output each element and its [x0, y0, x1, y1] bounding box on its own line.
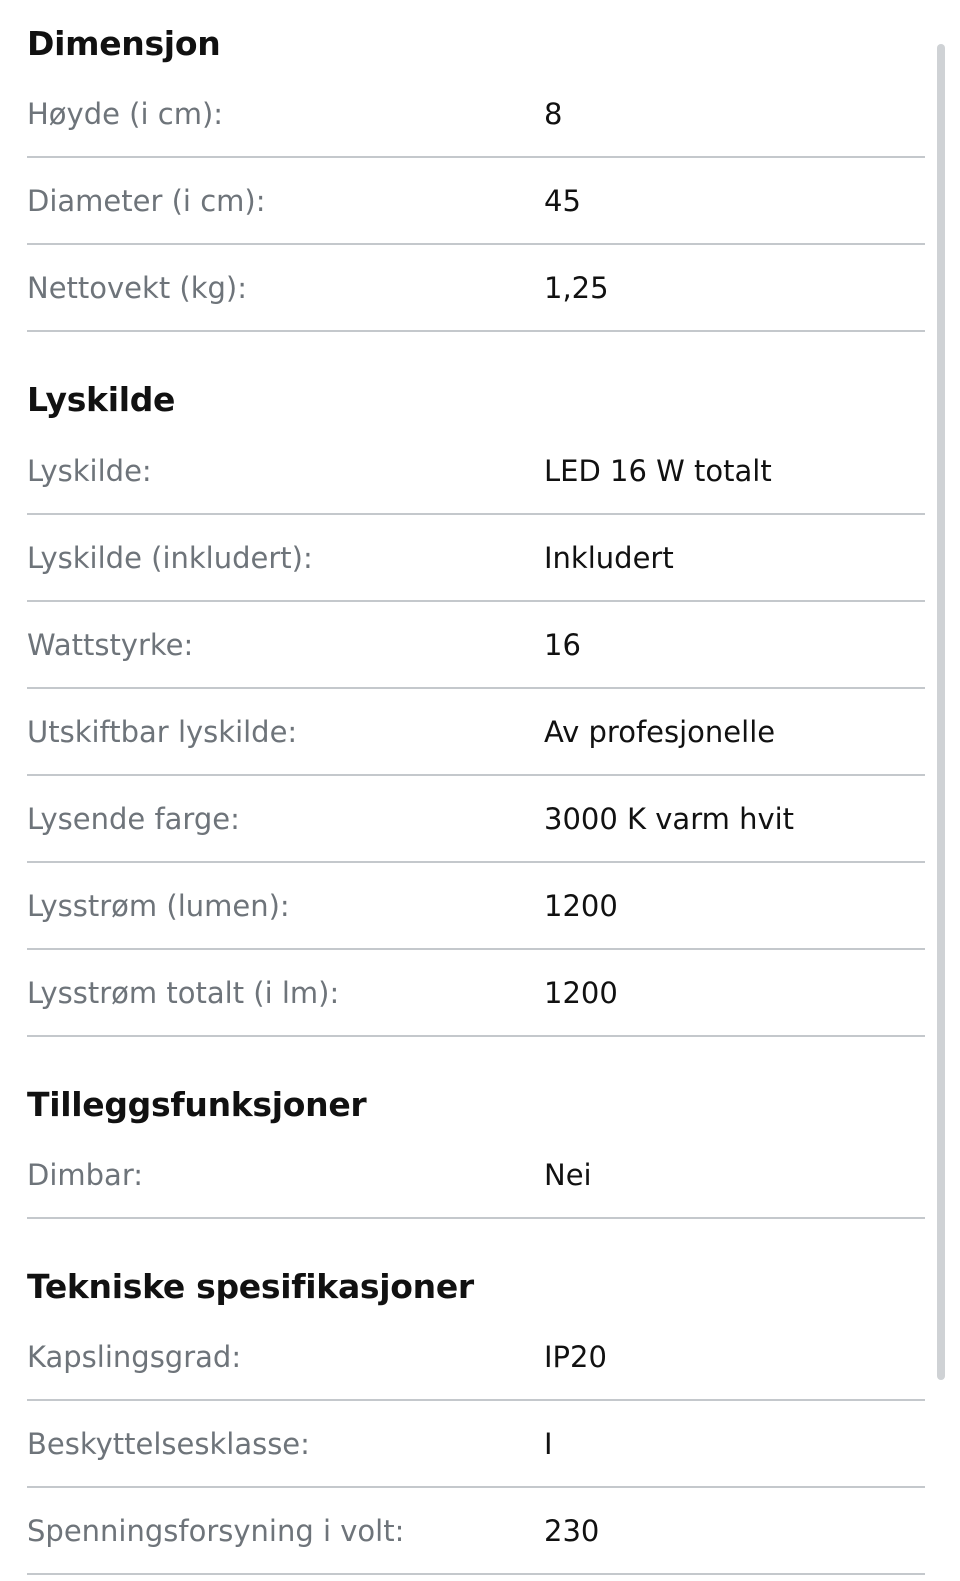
spec-label: Lysende farge: [27, 801, 240, 836]
spec-value: IP20 [544, 1339, 607, 1374]
section-title: Dimensjon [27, 24, 221, 63]
spec-label: Lyskilde (inkludert): [27, 540, 313, 575]
spec-label: Lysstrøm totalt (i lm): [27, 975, 340, 1010]
spec-value: 1,25 [544, 270, 609, 305]
spec-label: Dimbar: [27, 1157, 143, 1192]
spec-label: Lysstrøm (lumen): [27, 888, 290, 923]
section-lyskilde [27, 332, 925, 1037]
spec-row-spenningsforsyning [27, 1488, 925, 1575]
spec-row-beskyttelsesklasse [27, 1401, 925, 1488]
spec-value: 230 [544, 1513, 600, 1548]
section-title: Tilleggsfunksjoner [27, 1085, 367, 1124]
spec-label: Kapslingsgrad: [27, 1339, 242, 1374]
spec-label: Lyskilde: [27, 453, 152, 488]
spec-row-hoyde [27, 71, 925, 158]
spec-row-dimbar [27, 1132, 925, 1219]
section-title: Tekniske spesifikasjoner [27, 1267, 474, 1306]
spec-label: Utskiftbar lyskilde: [27, 714, 298, 749]
spec-value: Inkludert [544, 540, 674, 575]
spec-row-lysstrom [27, 863, 925, 950]
spec-value: 16 [544, 627, 581, 662]
section-tekniske-spesifikasjoner [27, 1219, 925, 1575]
spec-label: Beskyttelsesklasse: [27, 1426, 310, 1461]
spec-list [27, 0, 925, 1575]
spec-row-wattstyrke [27, 602, 925, 689]
spec-row-diameter [27, 158, 925, 245]
spec-row-kapslingsgrad [27, 1314, 925, 1401]
spec-label: Diameter (i cm): [27, 183, 266, 218]
spec-row-utskiftbar [27, 689, 925, 776]
scrollbar-thumb[interactable] [937, 44, 945, 1380]
spec-value: Av profesjonelle [544, 714, 776, 749]
spec-value: Nei [544, 1157, 592, 1192]
spec-value: 3000 K varm hvit [544, 801, 795, 836]
section-dimensjon [27, 0, 925, 332]
spec-value: 1200 [544, 888, 618, 923]
spec-value: I [544, 1426, 553, 1461]
spec-row-lysende-farge [27, 776, 925, 863]
spec-label: Høyde (i cm): [27, 96, 224, 131]
spec-label: Nettovekt (kg): [27, 270, 248, 305]
spec-row-lyskilde-inkludert [27, 515, 925, 602]
section-tilleggsfunksjoner [27, 1037, 925, 1219]
spec-row-nettovekt [27, 245, 925, 332]
spec-row-lyskilde [27, 428, 925, 515]
section-title: Lyskilde [27, 380, 176, 419]
spec-value: 45 [544, 183, 581, 218]
spec-label: Wattstyrke: [27, 627, 194, 662]
spec-label: Spenningsforsyning i volt: [27, 1513, 405, 1548]
spec-value: 1200 [544, 975, 618, 1010]
spec-row-lysstrom-totalt [27, 950, 925, 1037]
spec-value: LED 16 W totalt [544, 453, 772, 488]
spec-value: 8 [544, 96, 563, 131]
